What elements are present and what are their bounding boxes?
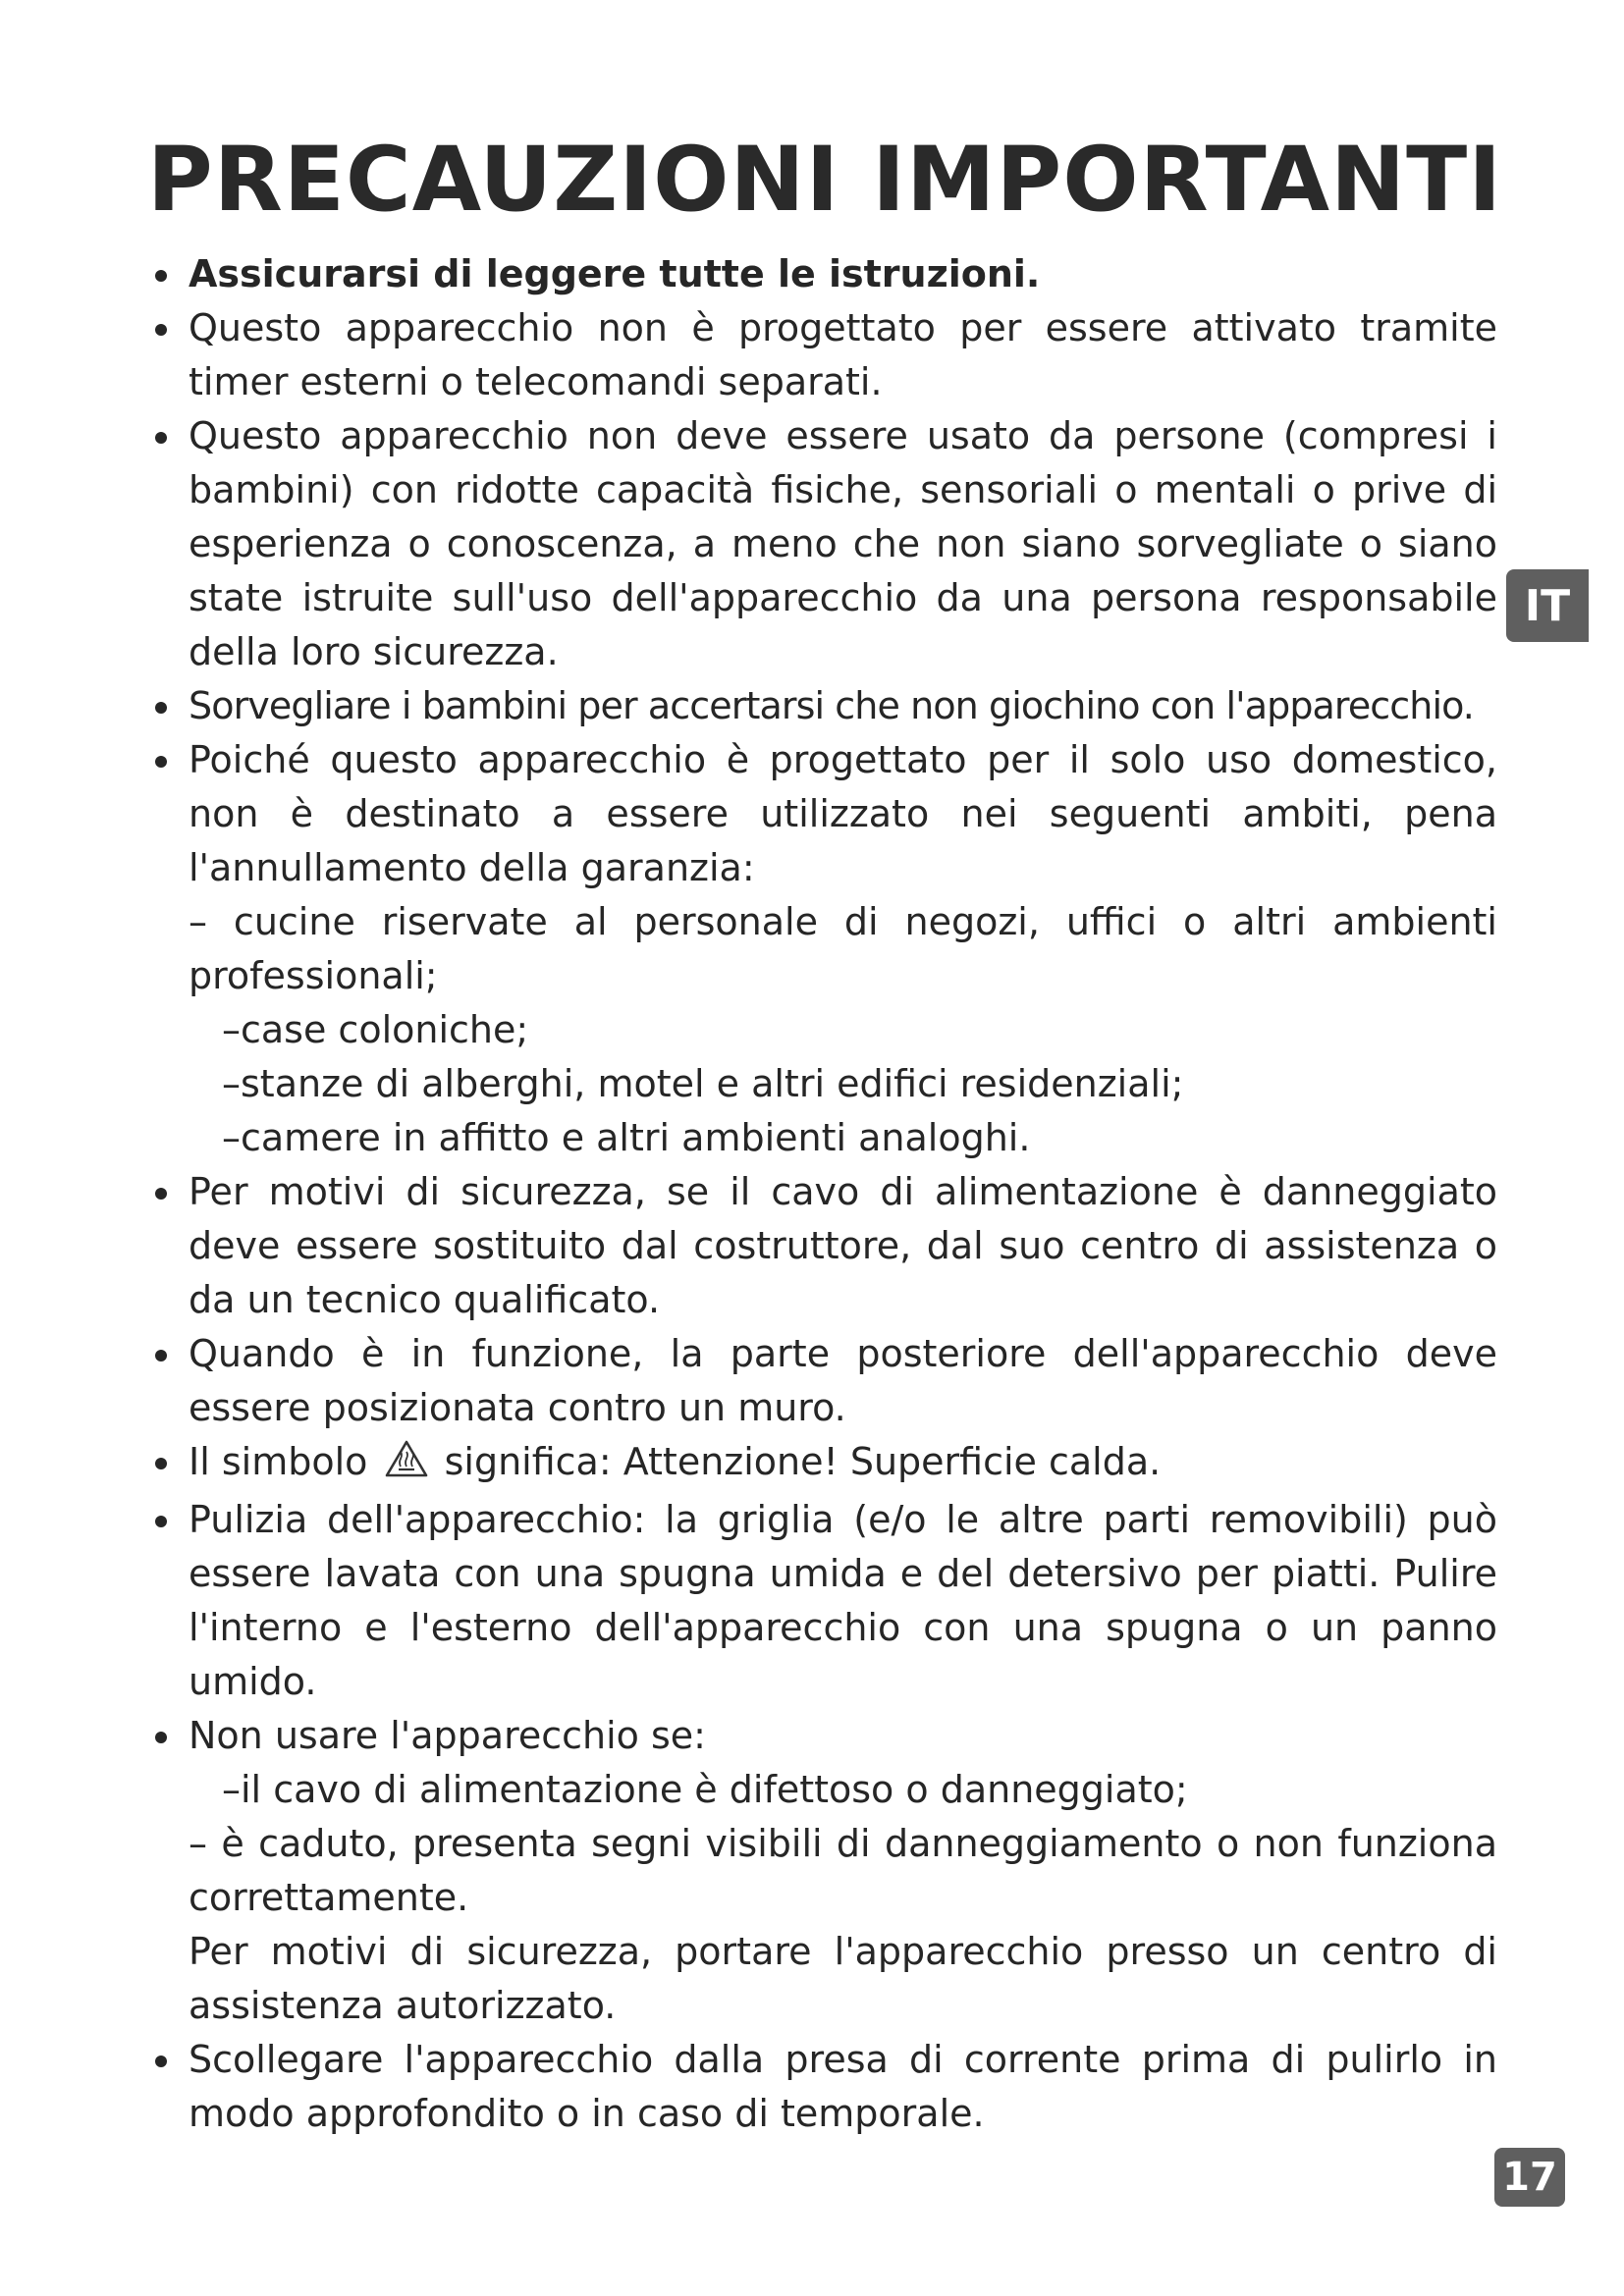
hot-surface-warning-icon (384, 1439, 429, 1493)
sub-list-item: –camere in affitto e altri ambienti analoghi. (222, 1116, 1031, 1159)
language-tab: IT (1506, 569, 1589, 642)
sub-list-item: –case coloniche; (222, 1008, 529, 1051)
page-number: 17 (1494, 2148, 1565, 2207)
list-item: Scollegare l'apparecchio dalla presa di corrente prima di pulirlo in modo approfondito o in caso di temporale. (147, 2033, 1497, 2141)
list-item: Assicurarsi di leggere tutte le istruzioni. (147, 247, 1497, 301)
symbol-text-after: significa: Attenzione! Superficie calda. (444, 1440, 1162, 1483)
sub-list-item: – è caduto, presenta segni visibili di danneggiamento o non funziona correttamente. (189, 1822, 1497, 1919)
list-item-note: Per motivi di sicurezza, portare l'apparecchio presso un centro di assistenza autorizzato. (189, 1930, 1497, 2027)
page-title: PRECAUZIONI IMPORTANTI (147, 129, 1503, 232)
list-item: Questo apparecchio non deve essere usato da persone (compresi i bambini) con ridotte capacità fisiche, sensoriali o mentali o prive di esperienza o conoscenza, a meno che non siano sorvegliate o siano state istruite sull'uso dell'apparecchio da una persona responsabile della loro sicurezza. (147, 409, 1497, 679)
list-item (147, 1435, 1497, 1493)
list-item: Non usare l'apparecchio se: (147, 1709, 1497, 1763)
list-item: Quando è in funzione, la parte posteriore dell'apparecchio deve essere posizionata contro un muro. (147, 1327, 1497, 1435)
list-item: Pulizia dell'apparecchio: la griglia (e/o le altre parti removibili) può essere lavata con una spugna umida e del detersivo per piatti. Pulire l'interno e l'esterno dell'apparecchio con una spugna o un panno umido. (147, 1493, 1497, 1709)
sub-list-item: – cucine riservate al personale di negozi, uffici o altri ambienti professionali; (189, 900, 1497, 997)
list-item: Poiché questo apparecchio è progettato per il solo uso domestico, non è destinato a essere utilizzato nei seguenti ambiti, pena l'annullamento della garanzia: (147, 733, 1497, 895)
list-item: Questo apparecchio non è progettato per essere attivato tramite timer esterni o telecomandi separati. (147, 301, 1497, 409)
symbol-text-before: Il simbolo (189, 1440, 368, 1483)
sub-list-item: –il cavo di alimentazione è difettoso o danneggiato; (222, 1768, 1188, 1811)
list-item: Sorvegliare i bambini per accertarsi che non giochino con l'apparecchio. (147, 679, 1497, 733)
precautions-list (147, 247, 1497, 2141)
sub-list-item: –stanze di alberghi, motel e altri edifici residenziali; (222, 1062, 1184, 1105)
list-item: Per motivi di sicurezza, se il cavo di alimentazione è danneggiato deve essere sostituito dal costruttore, dal suo centro di assistenza o da un tecnico qualificato. (147, 1165, 1497, 1327)
